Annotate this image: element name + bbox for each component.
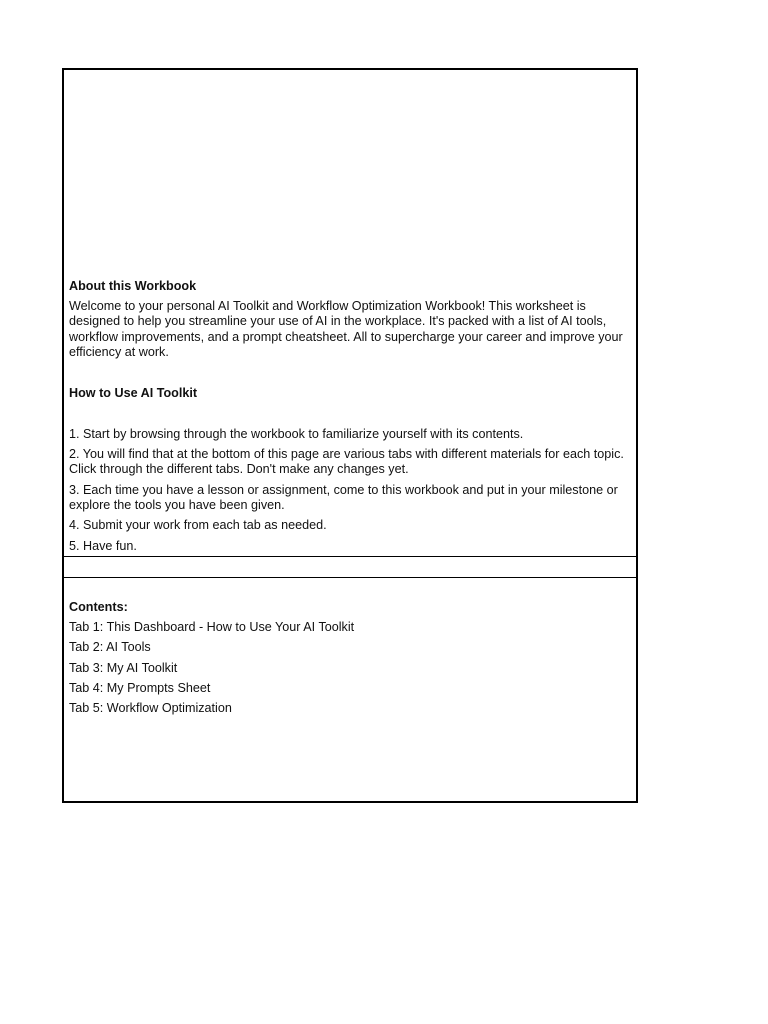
howto-heading: How to Use AI Toolkit: [69, 386, 198, 400]
about-heading: About this Workbook: [69, 279, 197, 293]
contents-heading: Contents:: [69, 600, 128, 614]
contents-item-tab-5: Tab 5: Workflow Optimization: [69, 701, 232, 715]
howto-step-4: 4. Submit your work from each tab as needed.: [69, 518, 327, 532]
contents-item-tab-2: Tab 2: AI Tools: [69, 640, 151, 654]
howto-step-3: 3. Each time you have a lesson or assignment, come to this workbook and put in your milestone or explore the tools you have been given.: [69, 483, 618, 513]
spacer-row: [64, 557, 636, 578]
howto-step-2: 2. You will find that at the bottom of this page are various tabs with different materials for each topic. Click through the different tabs. Don't make any changes yet.: [69, 447, 624, 477]
howto-step-5: 5. Have fun.: [69, 539, 137, 553]
contents-item-tab-4: Tab 4: My Prompts Sheet: [69, 681, 211, 695]
intro-cell: [64, 70, 636, 557]
howto-step-1: 1. Start by browsing through the workbook to familiarize yourself with its contents.: [69, 427, 524, 441]
contents-item-tab-3: Tab 3: My AI Toolkit: [69, 661, 178, 675]
about-body: Welcome to your personal AI Toolkit and Workflow Optimization Workbook! This worksheet is designed to help you streamline your use of AI in the workplace. It's packed with a list of AI tools, workflow improvements, and a prompt cheatsheet. All to supercharge your career and improve your efficiency at work.: [69, 299, 623, 359]
workbook-dashboard-frame: [62, 68, 638, 803]
contents-item-tab-1: Tab 1: This Dashboard - How to Use Your AI Toolkit: [69, 620, 355, 634]
contents-cell: [64, 578, 636, 801]
